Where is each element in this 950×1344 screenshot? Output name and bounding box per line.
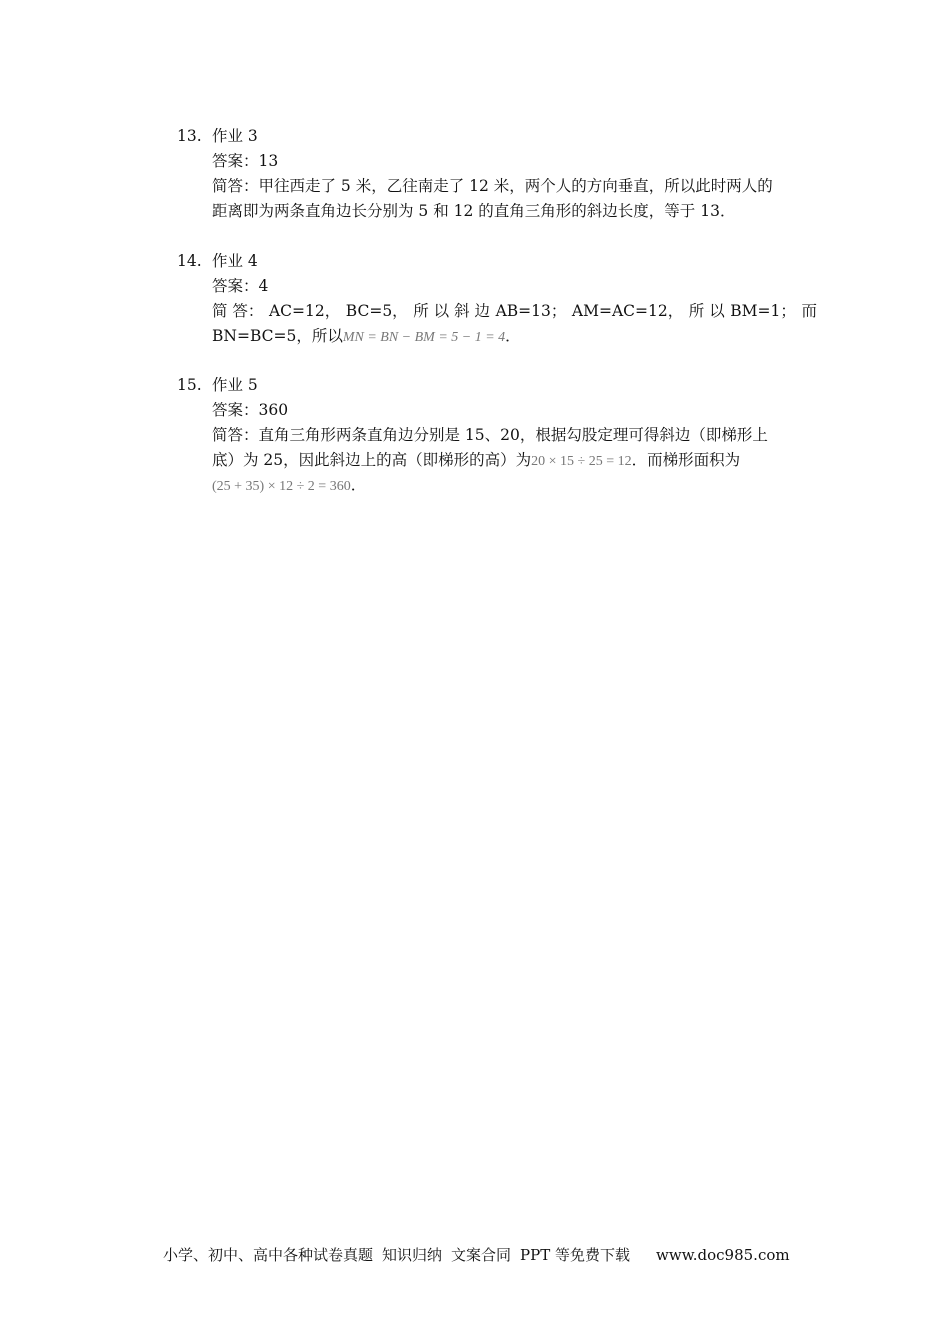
explanation-part: 所 以 xyxy=(688,302,725,320)
explanation-line xyxy=(177,299,817,324)
math-formula: 20 × 15 ÷ 25 = 12 xyxy=(531,454,632,469)
explanation-line: 距离即为两条直角边长分别为 5 和 12 的直角三角形的斜边长度，等于 13． xyxy=(212,202,736,220)
explanation-line: 简答：直角三角形两条直角边分别是 15、20，根据勾股定理可得斜边（即梯形上 xyxy=(212,426,768,444)
footer-text: 小学、初中、高中各种试卷真题 xyxy=(163,1246,374,1264)
problem-header xyxy=(177,249,817,274)
footer-text: PPT 等免费下载 xyxy=(520,1246,631,1264)
problem-number: 14. xyxy=(177,252,202,270)
explanation-line: 简答：甲往西走了 5 米，乙往南走了 12 米，两个人的方向垂直，所以此时两人的 xyxy=(212,177,773,195)
explanation-text: ． xyxy=(350,476,367,494)
explanation-part: AM=AC=12， xyxy=(571,302,684,320)
footer-text: 知识归纳 xyxy=(382,1246,443,1264)
problem-number: 13. xyxy=(177,127,202,145)
answer-line: 答案：360 xyxy=(212,401,289,419)
explanation-part: 所 以 斜 边 xyxy=(413,302,491,320)
explanation-part: AC=12， xyxy=(268,302,341,320)
explanation-part: 简 答： xyxy=(212,302,264,320)
explanation-part: BC=5， xyxy=(345,302,408,320)
footer-text: 文案合同 xyxy=(451,1246,512,1264)
explanation-line xyxy=(177,324,817,349)
problem-15 xyxy=(177,373,817,498)
explanation-text: BN=BC=5，所以 xyxy=(212,327,343,345)
problem-header xyxy=(177,373,817,398)
explanation-text: ． xyxy=(505,327,521,345)
problem-number: 15. xyxy=(177,376,202,394)
math-formula: MN = BN − BM = 5 − 1 = 4 xyxy=(342,330,506,345)
page-footer xyxy=(163,1244,793,1265)
explanation-part: BM=1； xyxy=(730,302,796,320)
footer-url: www.doc985.com xyxy=(656,1246,790,1264)
explanation-part: AB=13； xyxy=(495,302,567,320)
explanation-line xyxy=(177,473,817,498)
problem-14 xyxy=(177,249,817,349)
answer-line: 答案：4 xyxy=(212,277,269,295)
problem-title: 作业 3 xyxy=(212,127,258,145)
problem-title: 作业 4 xyxy=(212,252,258,270)
problem-13 xyxy=(177,124,817,224)
problem-title: 作业 5 xyxy=(212,376,258,394)
explanation-text: 底）为 25，因此斜边上的高（即梯形的高）为 xyxy=(212,451,532,469)
answer-line: 答案：13 xyxy=(212,152,279,170)
problem-header xyxy=(177,124,817,149)
explanation-line xyxy=(177,448,817,473)
explanation-part: 而 xyxy=(801,302,817,320)
explanation-text: ．而梯形面积为 xyxy=(631,451,741,469)
math-formula: (25 + 35) × 12 ÷ 2 = 360 xyxy=(212,479,351,494)
